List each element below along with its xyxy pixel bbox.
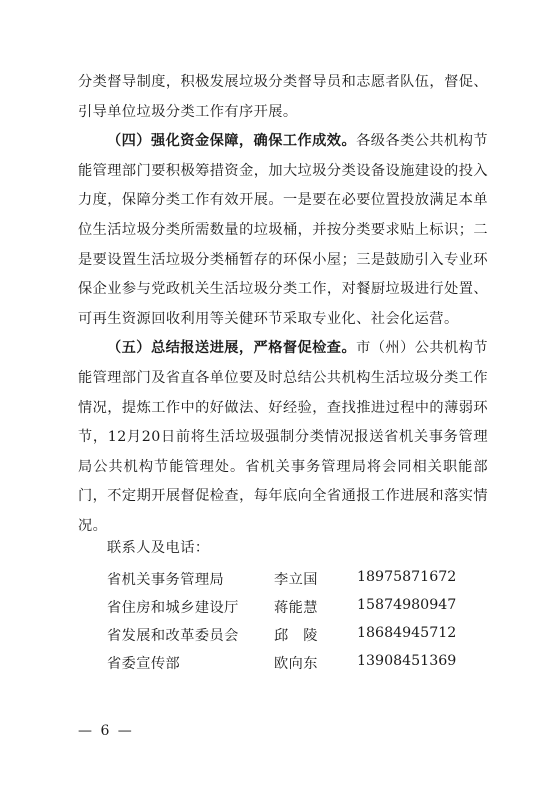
contact-dept: 省住房和城乡建设厅 [107,600,239,616]
contact-phone: 18975871672 [357,569,457,585]
paragraph-reporting [78,334,488,541]
contact-name: 李立国 [274,572,318,588]
contact-name: 蒋能慧 [274,600,318,616]
contact-phone: 13908451369 [357,653,457,669]
contact-phone: 15874980947 [357,597,457,613]
section-body-reporting: 市（州）公共机构节能管理部门及省直各单位要及时总结公共机构生活垃圾分类工作情况，提炼工作中的好做法、好经验，查找推进过程中的薄弱环节，12月20日前将生活垃圾强制分类情况报送省机关事务管理局公共机构节能管理处。省机关事务管理局将会同相关职能部门，不定期开展督促检查，每年底向全省通报工作进展和落实情况。 [78,340,488,534]
contact-row [107,625,527,653]
contact-row [107,597,527,625]
contact-row [107,653,527,681]
contacts-label: 联系人及电话： [107,540,210,556]
paragraph-supervision: 分类督导制度，积极发展垃圾分类督导员和志愿者队伍，督促、引导单位垃圾分类工作有序开展。 [78,74,488,120]
section-body-funding: 各级各类公共机构节能管理部门要积极筹措资金，加大垃圾分类设备设施建设的投入力度，保障分类工作有效开展。一是要在必要位置投放满足本单位生活垃圾分类所需数量的垃圾桶，并按分类要求贴上标识；二是要设置生活垃圾分类桶暂存的环保小屋；三是鼓励引入专业环保企业参与党政机关生活垃圾分类工作，对餐厨垃圾进行处置、可再生资源回收利用等关健环节采取专业化、社会化运营。 [78,133,488,327]
page-number: — 6 — [78,723,134,739]
contact-dept: 省发展和改革委员会 [107,628,239,644]
contact-dept: 省机关事务管理局 [107,572,225,588]
document-body [78,68,488,542]
contact-name: 欧向东 [274,656,318,672]
contact-name: 邱 陵 [274,628,318,644]
section-heading-funding: （四）强化资金保障，确保工作成效。 [107,133,357,150]
contact-row [107,569,527,597]
paragraph-funding [78,127,488,334]
contact-phone: 18684945712 [357,625,457,641]
contact-dept: 省委宣传部 [107,656,181,672]
section-heading-reporting: （五）总结报送进展，严格督促检查。 [107,340,357,357]
